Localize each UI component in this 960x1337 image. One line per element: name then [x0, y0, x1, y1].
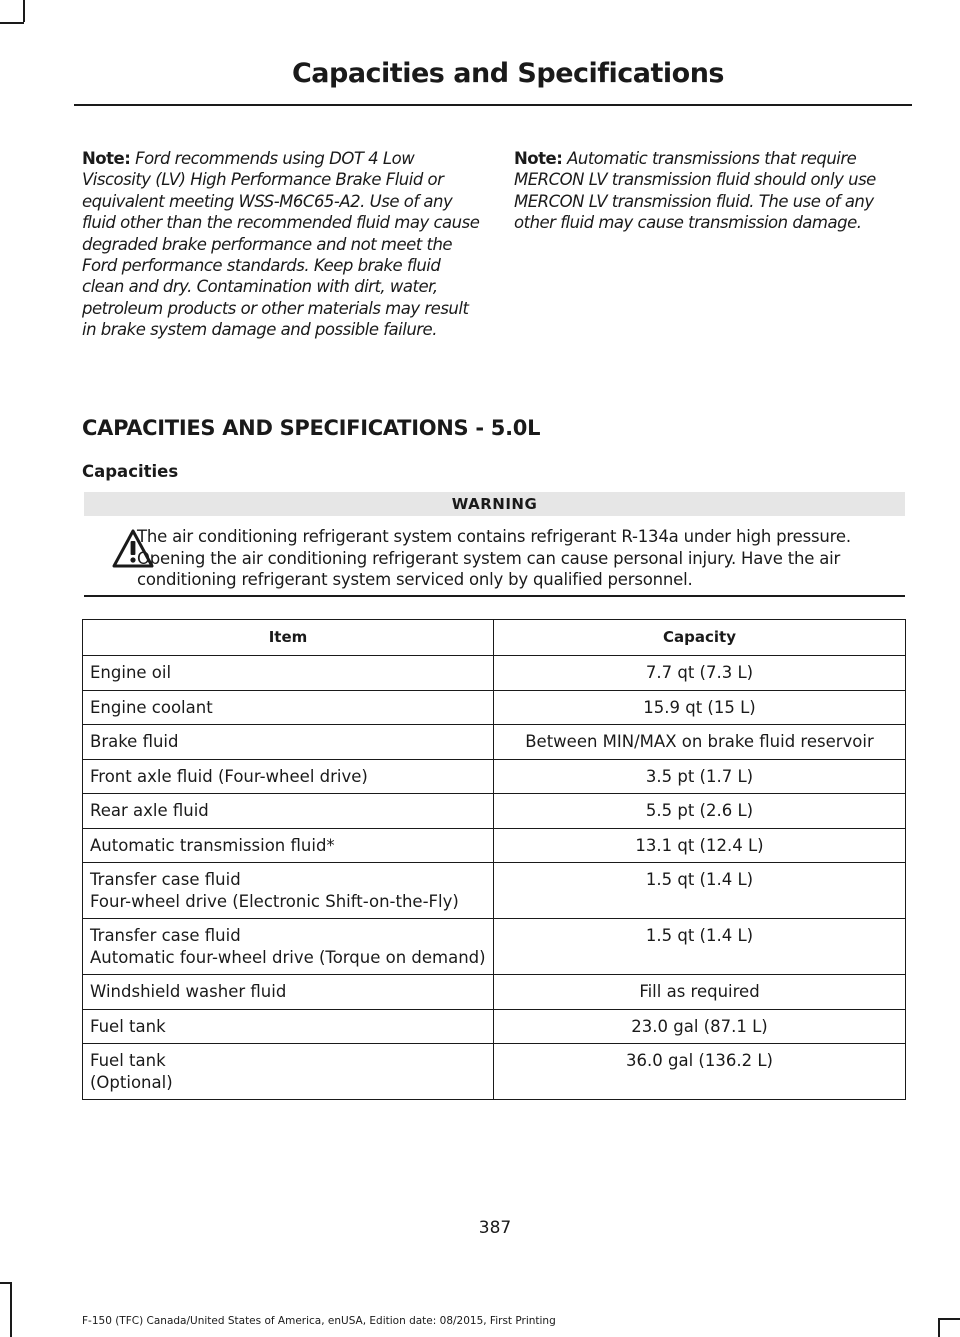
item-cell — [83, 828, 494, 863]
capacities-table — [82, 619, 906, 1100]
capacity-cell: 5.5 pt (2.6 L) — [494, 794, 906, 829]
item-text: Rear axle fluid — [90, 801, 209, 820]
item-text: Engine coolant — [90, 697, 213, 717]
crop-mark — [0, 22, 24, 24]
table-header-row — [83, 620, 906, 656]
item-text: (Optional) — [90, 1072, 173, 1092]
page-footer: F-150 (TFC) Canada/United States of America, enUSA, Edition date: 08/2015, First Printing — [82, 1315, 556, 1327]
item-cell — [83, 975, 494, 1010]
item-text: Four-wheel drive (Electronic Shift-on-the-Fly) — [90, 891, 459, 911]
page-header-title: Capacities and Specifications — [291, 58, 724, 89]
note-text: Ford recommends using DOT 4 Low Viscosity (LV) High Performance Brake Fluid or equivalent meeting WSS-M6C65-A2. Use of any fluid other than the recommended fluid may cause degraded brake performance and not meet the Ford performance standards. Keep brake fluid clean and dry. Contamination with dirt, water, petroleum products or other materials may result in brake system damage and possible failure. — [82, 149, 480, 340]
item-text: Transfer case fluid — [90, 926, 241, 945]
column-header-capacity: Capacity — [494, 620, 906, 656]
warning-banner: WARNING — [84, 492, 905, 516]
item-cell — [83, 1009, 494, 1044]
capacity-cell: 1.5 qt (1.4 L) — [494, 863, 906, 919]
table-row — [83, 1009, 906, 1044]
warning-text: The air conditioning refrigerant system contains refrigerant R-134a under high pressure. Opening the air conditioning refrigerant system can cause personal injury. Have the air conditioning refrigerant system serviced only by qualified personnel. — [137, 527, 851, 589]
sub-heading: Capacities — [82, 462, 179, 481]
capacity-cell: 13.1 qt (12.4 L) — [494, 828, 906, 863]
header-rule — [74, 104, 912, 106]
item-text: Front axle fluid (Four-wheel drive) — [90, 766, 368, 786]
note-transmission-fluid — [514, 148, 914, 234]
capacity-cell: 3.5 pt (1.7 L) — [494, 759, 906, 794]
item-text: Transfer case fluid — [90, 870, 241, 889]
item-text: Automatic four-wheel drive (Torque on demand) — [90, 947, 486, 967]
item-text: Fuel tank — [90, 1016, 166, 1036]
item-cell — [83, 863, 494, 919]
note-text: Automatic transmissions that require MERCON LV transmission fluid should only use MERCON LV transmission fluid. The use of any other fluid may cause transmission damage. — [514, 149, 876, 233]
table-row — [83, 794, 906, 829]
table-row — [83, 1044, 906, 1100]
item-cell — [83, 759, 494, 794]
note-label: Note: — [82, 149, 131, 168]
page-number: 387 — [478, 1218, 512, 1238]
item-cell — [83, 794, 494, 829]
capacity-cell: 1.5 qt (1.4 L) — [494, 919, 906, 975]
item-cell — [83, 656, 494, 691]
capacity-cell: Fill as required — [494, 975, 906, 1010]
item-text: Engine oil — [90, 663, 172, 682]
table-row — [83, 919, 906, 975]
crop-mark — [10, 1282, 12, 1337]
warning-rule — [84, 595, 905, 597]
item-cell — [83, 1044, 494, 1100]
item-text: Windshield washer fluid — [90, 982, 287, 1001]
section-title: CAPACITIES AND SPECIFICATIONS - 5.0L — [82, 416, 541, 440]
item-text: Brake fluid — [90, 732, 179, 751]
item-text: Fuel tank — [90, 1051, 166, 1070]
table-row — [83, 656, 906, 691]
note-label: Note: — [514, 149, 563, 168]
table-row — [83, 863, 906, 919]
item-cell — [83, 690, 494, 725]
table-row — [83, 759, 906, 794]
note-brake-fluid — [82, 148, 482, 341]
crop-mark — [0, 1282, 11, 1284]
capacity-cell: Between MIN/MAX on brake fluid reservoir — [494, 725, 906, 760]
table-row — [83, 828, 906, 863]
column-header-item: Item — [83, 620, 494, 656]
item-text: Automatic transmission fluid* — [90, 835, 335, 855]
crop-mark — [938, 1318, 960, 1320]
capacity-cell: 23.0 gal (87.1 L) — [494, 1009, 906, 1044]
item-cell — [83, 919, 494, 975]
table-row — [83, 690, 906, 725]
table-row — [83, 975, 906, 1010]
capacity-cell: 15.9 qt (15 L) — [494, 690, 906, 725]
item-cell — [83, 725, 494, 760]
capacity-cell: 36.0 gal (136.2 L) — [494, 1044, 906, 1100]
crop-mark — [938, 1318, 940, 1337]
crop-mark — [23, 0, 25, 22]
table-row — [83, 725, 906, 760]
capacity-cell: 7.7 qt (7.3 L) — [494, 656, 906, 691]
